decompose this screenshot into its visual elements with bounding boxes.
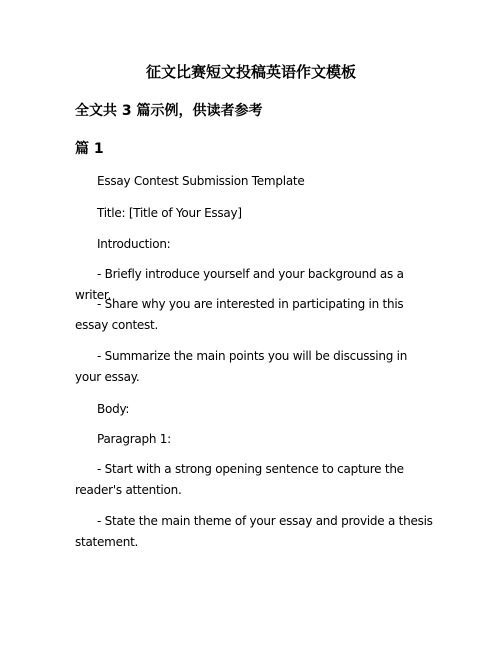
paragraph: Essay Contest Submission Template bbox=[97, 174, 305, 188]
paragraph: Introduction: bbox=[97, 237, 171, 251]
paragraph: - Share why you are interested in participating in this essay contest. bbox=[75, 297, 404, 332]
paragraph: Body: bbox=[97, 402, 130, 416]
section-heading: 篇 1 bbox=[75, 141, 104, 157]
paragraph: Title: [Title of Your Essay] bbox=[97, 206, 242, 220]
paragraph: - Summarize the main points you will be discussing in your essay. bbox=[75, 349, 408, 384]
paragraph: - Start with a strong opening sentence to capture the reader's attention. bbox=[75, 462, 404, 497]
paragraph: Paragraph 1: bbox=[97, 432, 171, 446]
document-title: 征文比赛短文投稿英语作文模板 bbox=[145, 63, 356, 81]
paragraph: - Briefly introduce yourself and your background as a writer. bbox=[75, 267, 404, 302]
paragraph: - State the main theme of your essay and provide a thesis statement. bbox=[75, 514, 433, 549]
document-subtitle: 全文共 3 篇示例，供读者参考 bbox=[75, 103, 263, 119]
